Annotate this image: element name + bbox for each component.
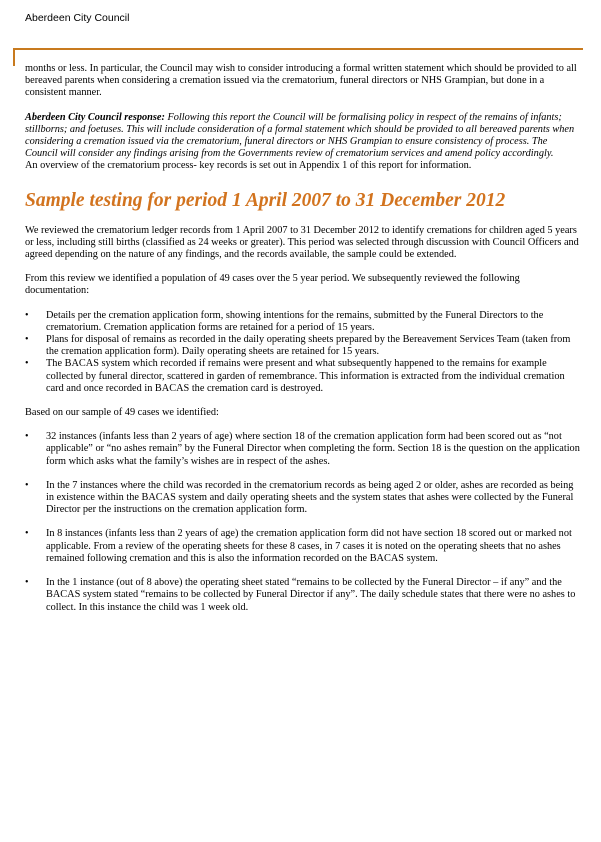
section-paragraph-2: From this review we identified a population of 49 cases over the 5 year period. We subsequently reviewed the following documentation: xyxy=(25,273,520,297)
council-response-label: Aberdeen City Council response: xyxy=(25,111,165,123)
findings-list xyxy=(25,431,581,613)
intro-paragraph: months or less. In particular, the Council may wish to consider introducing a formal written statement which should be provided to all bereaved parents when considering a cremation issued via the crematorium, funeral directors or NHS Grampian, but done in a consistent manner. xyxy=(25,63,577,99)
bullet-icon: • xyxy=(25,431,29,443)
documentation-list xyxy=(25,310,581,395)
bullet-icon: • xyxy=(25,309,29,321)
list-item-text: In the 7 instances where the child was recorded in the crematorium records as being aged 2 or older, ashes are recorded as being in existence within the BACAS system and daily operating sheets and the system states that ashes were collected by the Funeral Director per the instructions on the cremation application form. xyxy=(46,479,574,516)
section-heading: Sample testing for period 1 April 2007 to 31 December 2012 xyxy=(25,189,506,211)
section-paragraph-3: Based on our sample of 49 cases we identified: xyxy=(25,407,219,419)
list-item xyxy=(25,577,581,614)
bullet-icon: • xyxy=(25,479,29,491)
list-item-text: 32 instances (infants less than 2 years of age) where section 18 of the cremation application form had been scored out as “not applicable” or “no ashes remain” by the Funeral Director when completing the form. Section 18 is the question on the application form which asks what the family’s wishes are in respect of the ashes. xyxy=(46,431,580,467)
list-item xyxy=(25,528,581,565)
list-item xyxy=(25,334,581,358)
bullet-icon: • xyxy=(25,577,29,589)
header-rule-vertical xyxy=(13,48,15,66)
bullet-icon: • xyxy=(25,528,29,540)
list-item-text: Plans for disposal of remains as recorded in the daily operating sheets prepared by the Bereavement Services Team (taken from the cremation application form). Daily operating sheets are retained for 15 years. xyxy=(46,334,571,358)
bullet-icon: • xyxy=(25,358,29,370)
list-item-text: In the 1 instance (out of 8 above) the operating sheet stated “remains to be collected by the Funeral Director – if any” and the BACAS system stated “remains to be collected by Funeral Director if any”. The daily schedule states that there were no ashes to collect. In this instance the child was 1 week old. xyxy=(46,577,576,613)
list-item xyxy=(25,480,581,517)
list-item xyxy=(25,431,581,468)
bullet-icon: • xyxy=(25,334,29,346)
list-item-text: In 8 instances (infants less than 2 years of age) the cremation application form did not have section 18 scored out or marked not applicable. From a review of the operating sheets for these 8 cases, in 7 cases it is noted on the operating sheets that no ashes remained following cremation and this is also the information recorded on the BACAS system. xyxy=(46,528,572,564)
section-paragraph-1: We reviewed the crematorium ledger records from 1 April 2007 to 31 December 2012 to identify cremations for children aged 5 years or less, including still births (classified as 24 weeks or greater). This period was selected through discussion with Council Officers and agreed depending on the nature of any findings, and the records available, the sample could be extended. xyxy=(25,224,579,261)
list-item-text: The BACAS system which recorded if remains were present and what subsequently happened to the remains for example collected by funeral director, scattered in garden of remembrance. This information is extracted from the individual cremation card and once recorded in BACAS the cremation card is destroyed. xyxy=(46,358,565,394)
list-item xyxy=(25,310,581,334)
header-rule-horizontal xyxy=(13,48,583,50)
list-item xyxy=(25,358,581,395)
document-body xyxy=(25,63,581,626)
header-organisation-name: Aberdeen City Council xyxy=(25,12,130,24)
council-response-text: Following this report the Council will be formalising policy in respect of the remains of infants; stillborns; and foetuses. This will include consideration of a formal statement which should be provided to all bereaved parents when considering a cremation issued via the crematorium, funeral directors or NHS Grampian to ensure consistency of process. The Council will consider any findings arising from the Governments review of crematorium services and amend policy accordingly. xyxy=(25,111,575,160)
list-item-text: Details per the cremation application form, showing intentions for the remains, submitted by the Funeral Directors to the crematorium. Cremation application forms are retained for a period of 15 years. xyxy=(46,309,544,333)
appendix-note: An overview of the crematorium process- key records is set out in Appendix 1 of this report for information. xyxy=(25,160,472,172)
council-response xyxy=(25,112,581,161)
